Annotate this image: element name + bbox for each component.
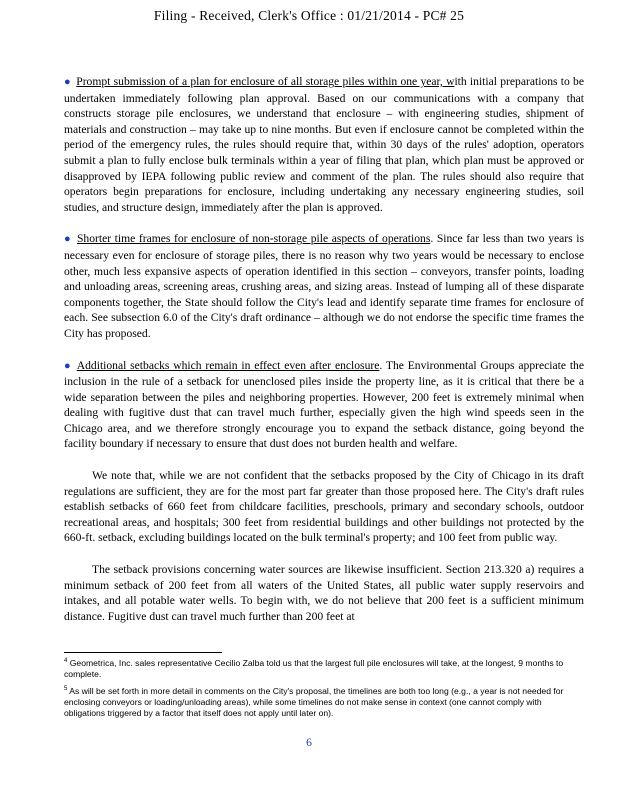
page-number: 6 — [306, 737, 312, 749]
footnote-number: 4 — [64, 658, 68, 664]
bullet-body: . The Environmental Groups appreciate the inclusion in the rule of a setback for unenclosed piles inside the property line, as it is critical that there be a wide separation between the piles and neighboring properties. However, 200 feet is extremely minimal when dealing with fugitive dust that can travel much further, especially given the high wind speeds seen in the Chicago area, and we therefore strongly encourage you to expand the setback distance, going beyond the facility boundary if necessary to ensure that dust does not burden health and welfare. — [64, 358, 584, 451]
body-paragraph-city-setbacks: We note that, while we are not confident that the setbacks proposed by the City of Chicago in its draft regulations are sufficient, they are for the most part far greater than those proposed here. The City's draft rules establish setbacks of 660 feet from childcare facilities, preschools, primary and secondary schools, outdoor recreational areas, and hospitals; 300 feet from residential buildings and other buildings not protected by the 660-ft. setback, excluding buildings located on the bulk terminal's property; and 100 feet from public way. — [64, 469, 584, 545]
bullet-lead: Prompt submission of a plan for enclosure of all storage piles within one year, w — [76, 75, 455, 88]
footnote-text: Geometrica, Inc. sales representative Cecilio Zalba told us that the largest full pile enclosures will take, at the longest, 9 months to complete. — [64, 657, 564, 680]
footnotes — [64, 656, 584, 723]
bullet-paragraph-setbacks — [64, 358, 584, 453]
bullet-icon: ● — [64, 359, 72, 372]
footnote-text: As will be set forth in more detail in comments on the City's proposal, the timelines are both too long (e.g., a year is not needed for enclosing conveyors or loading/unloading areas), while some timelines do not make sense in context (one cannot comply with obligations triggered by a factor that itself does not apply until later on). — [64, 685, 564, 719]
footnote-number: 5 — [64, 685, 68, 692]
bullet-icon: ● — [64, 76, 71, 88]
footnote — [64, 656, 584, 681]
footnote-divider — [64, 652, 222, 653]
footnote — [64, 684, 584, 720]
filing-header: Filing - Received, Clerk's Office : 01/21/2014 - PC# 25 — [153, 8, 465, 23]
bullet-lead: Additional setbacks which remain in effect even after enclosure — [76, 358, 380, 372]
bullet-body: ith initial preparations to be undertaken immediately following plan approval. Based on our communications with a company that constructs storage pile enclosures, we understand that enclosure – with engineering studies, shipment of materials and construction – may take up to nine months. But even if enclosure cannot be completed within the period of the emergency rules, the rules should require that, within 30 days of the rules' adoption, operators submit a plan to fully enclose bulk terminals within a year of filing that plan, which plan must be approved or disapproved by IEPA following public review and comment of the plan. The rules should also require that operators begin preparations for enclosure, including undertaking any necessary engineering studies, soil studies, and structure design, immediately after the plan is approved. — [64, 75, 584, 214]
bullet-paragraph-time-frames — [64, 231, 584, 341]
bullet-body: . Since far less than two years is necessary even for enclosure of storage piles, there is no reason why two years would be necessary to enclose other, much less expansive aspects of operation identified in this section – conveyors, transfer points, loading and unloading areas, screening areas, crushing areas, and sizing areas. Instead of lumping all of these disparate components together, the State should follow the City's lead and identify separate time frames for enclosure of each. See subsection 6.0 of the City's draft ordinance – although we do not endorse the specific time frames the City has proposed. — [64, 232, 584, 340]
bullet-icon: ● — [64, 233, 72, 246]
body-paragraph-water-setbacks: The setback provisions concerning water sources are likewise insufficient. Section 213.320 a) requires a minimum setback of 200 feet from all waters of the United States, all public water supply reservoirs and intakes, and all potable water wells. To begin with, we do not believe that 200 feet is a sufficient minimum distance. Fugitive dust can travel much further than 200 feet at — [64, 563, 584, 623]
document-body — [64, 74, 584, 640]
bullet-lead: Shorter time frames for enclosure of non-storage pile aspects of operations — [76, 232, 431, 246]
bullet-paragraph-enclosure-plan — [64, 74, 584, 215]
